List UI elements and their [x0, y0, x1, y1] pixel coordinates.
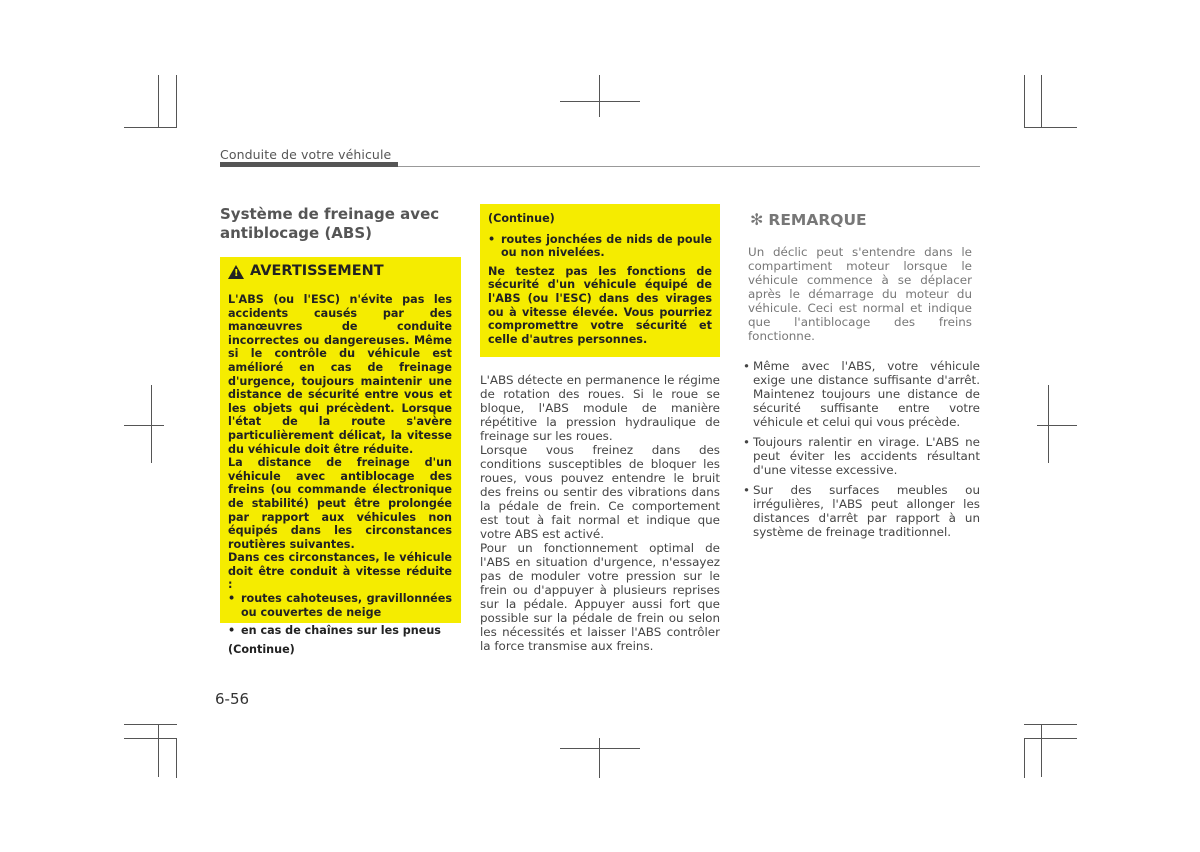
body-paragraph: Pour un fonctionnement optimal de l'ABS en situation d'urgence, n'essayez pas de moduler votre pression sur le frein ou d'appuyer à plusieurs reprises sur la pédale. Appuyer aussi fort que possible sur la pédale de frein ou selon les nécessités et laisser l'ABS contrôler la force transmise aux freins.: [480, 541, 720, 653]
running-header: Conduite de votre véhicule: [220, 147, 392, 162]
warning-box-continued: [480, 204, 720, 357]
header-bar: [220, 162, 398, 167]
continue-label: (Continue): [488, 212, 555, 225]
warning-paragraph: Dans ces circonstances, le véhicule doit être conduit à vitesse réduite :: [228, 551, 452, 592]
header-rule: [398, 166, 980, 167]
warning-paragraph: Ne testez pas les fonctions de sécurité d'un véhicule équipé de l'ABS (ou l'ESC) dans des virages ou à vitesse élevée. Vous pourriez compromettre votre sécurité et celle d'autres personnes.: [488, 264, 712, 346]
warning-paragraph: L'ABS (ou l'ESC) n'évite pas les accidents causés par des manœuvres de conduite incorrectes ou dangereuses. Même si le contrôle du véhicule est amélioré en cas de freinage d'urgence, toujours maintenir une distance de sécurité entre vous et les objets qui précèdent. Lorsque l'état de la route s'avère particulièrement délicat, la vitesse du véhicule doit être réduite.: [228, 293, 452, 456]
note-text: Un déclic peut s'entendre dans le compartiment moteur lorsque le véhicule commence à se déplacer après le démarrage du moteur du véhicule. Ceci est normal et indique que l'antiblocage des freins fonctionne.: [748, 245, 972, 343]
body-paragraph: Lorsque vous freinez dans des conditions susceptibles de bloquer les roues, vous pouvez entendre le bruit des freins ou sentir des vibrations dans la pédale de frein. Ce comportement est tout à fait normal et indique que votre ABS est activé.: [480, 443, 720, 541]
warning-bullet: • routes cahoteuses, gravillonnées ou couvertes de neige: [228, 592, 452, 619]
asterisk-icon: ✻: [750, 210, 764, 229]
warning-triangle-icon: !: [228, 265, 244, 279]
right-bullet-list: [743, 359, 980, 545]
warning-paragraph: La distance de freinage d'un véhicule avec antiblocage des freins (ou commande électronique de stabilité) peut être prolongée par rapport aux véhicules non équipés dans les circonstances routières suivantes.: [228, 456, 452, 551]
body-paragraph: L'ABS détecte en permanence le régime de rotation des roues. Si le roue se bloque, l'ABS module de manière répétitive la pression hydraulique de freinage sur les roues.: [480, 373, 720, 443]
warning-bullet: • en cas de chaînes sur les pneus: [228, 624, 441, 638]
middle-body-text: [480, 373, 720, 653]
warning-title: ! AVERTISSEMENT: [228, 265, 452, 279]
section-title: Système de freinage avec antiblocage (ABS): [220, 205, 440, 242]
continue-label: (Continue): [228, 642, 295, 656]
list-item: • Même avec l'ABS, votre véhicule exige une distance suffisante d'arrêt. Maintenez toujours une distance de sécurité suffisante entre votre véhicule et celui qui vous précède.: [743, 359, 980, 429]
list-item: • Toujours ralentir en virage. L'ABS ne peut éviter les accidents résultant d'une vitesse excessive.: [743, 435, 980, 477]
page-number: 6-56: [215, 690, 250, 708]
list-item: • Sur des surfaces meubles ou irrégulières, l'ABS peut allonger les distances d'arrêt par rapport à un système de freinage traditionnel.: [743, 483, 980, 539]
warning-bullet: • routes jonchées de nids de poule ou non nivelées.: [488, 232, 712, 260]
warning-box: [220, 257, 461, 656]
note-heading: ✻ REMARQUE: [750, 210, 867, 229]
